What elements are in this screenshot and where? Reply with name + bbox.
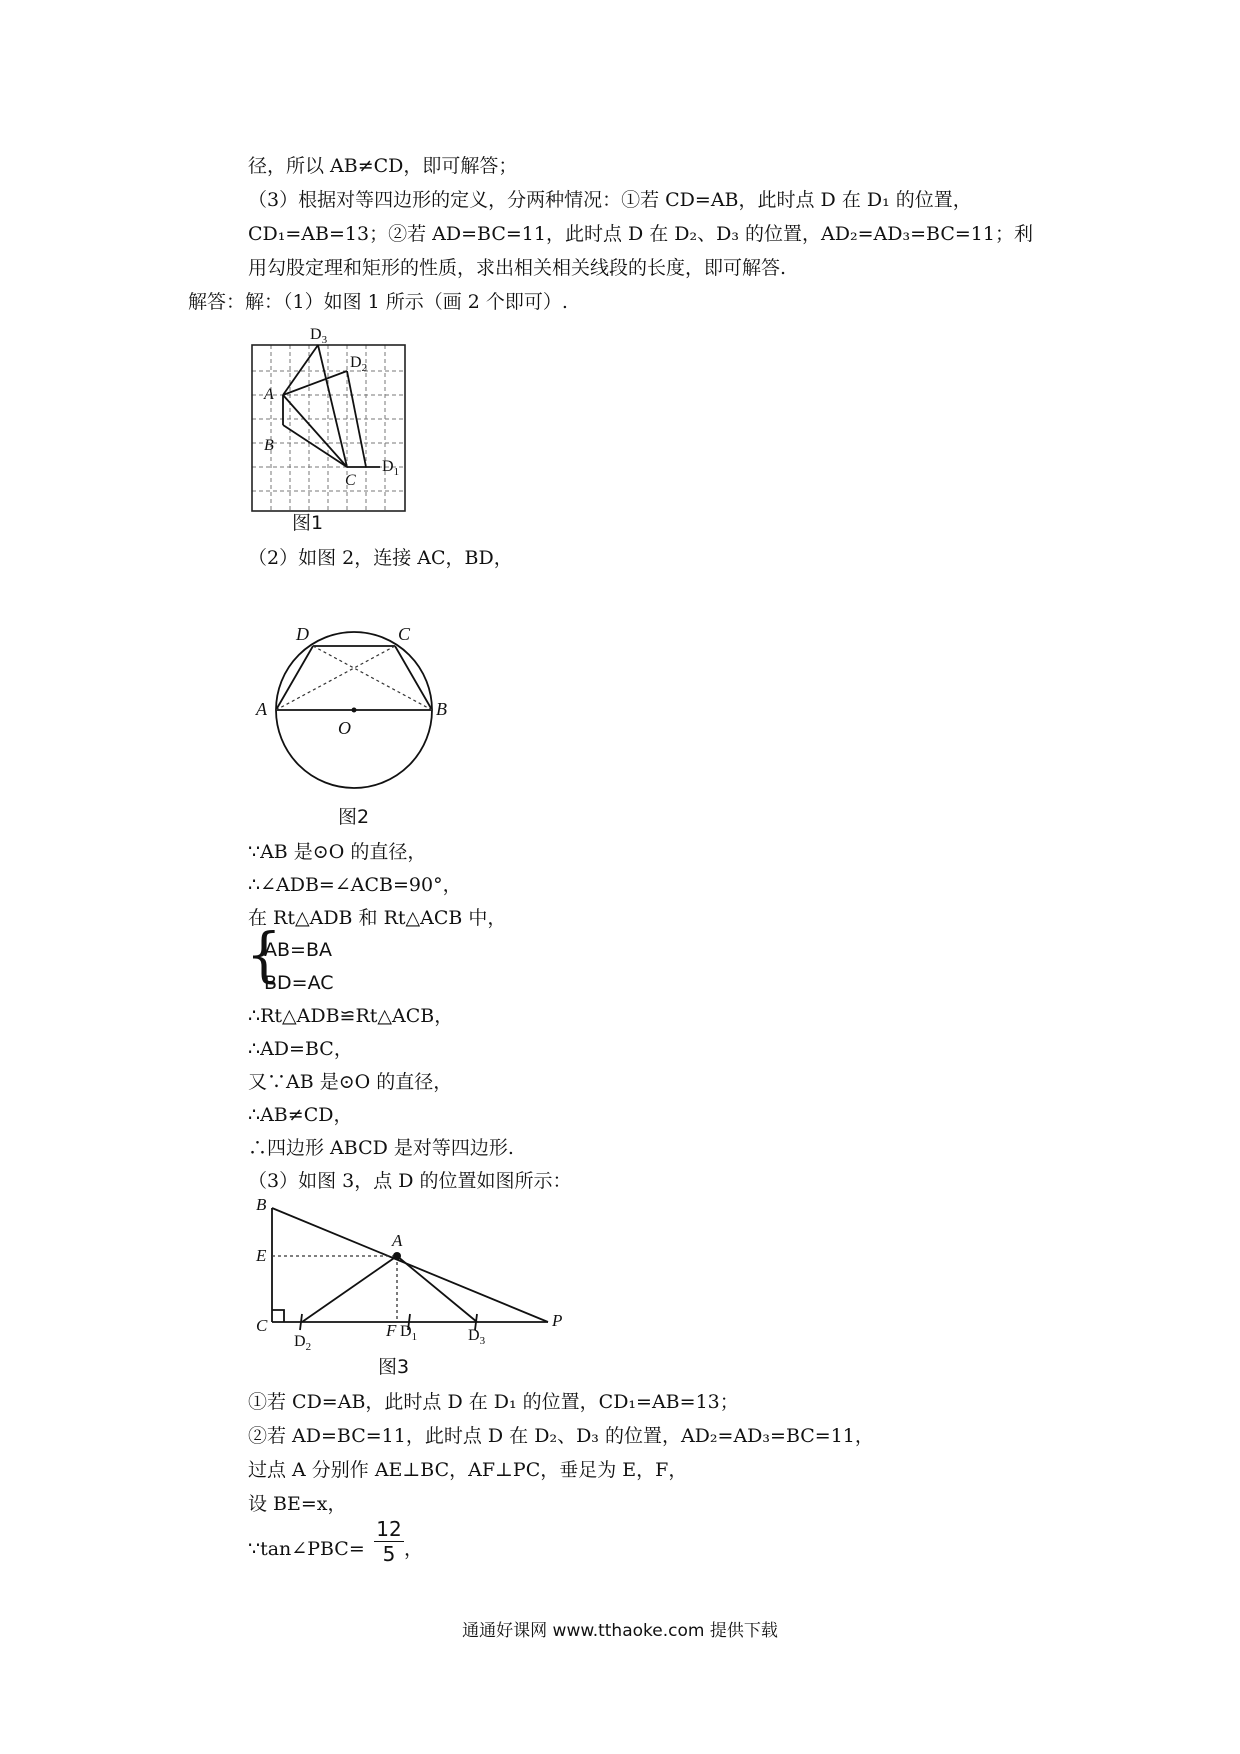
fig2-label-d: D (296, 624, 309, 644)
text-line-19: ②若 AD=BC=11，此时点 D 在 D₂、D₃ 的位置，AD₂=AD₃=BC=11， (248, 1425, 874, 1447)
text-line-1: 径，所以 AB≠CD，即可解答； (248, 155, 518, 177)
text-line-15: ∴AB≠CD， (248, 1104, 353, 1126)
fraction-numerator: 12 (376, 1517, 402, 1541)
fig3-label-p: P (552, 1311, 563, 1330)
text-line-3: CD₁=AB=13；②若 AD=BC=11，此时点 D 在 D₂、D₃ 的位置，AD₂=AD₃=BC=11；利 (248, 223, 1033, 245)
text-line-18: ①若 CD=AB，此时点 D 在 D₁ 的位置，CD₁=AB=13； (248, 1391, 739, 1413)
figure-3 (250, 1196, 580, 1356)
fig1-label-d1: $D_1$ (382, 458, 400, 478)
text-line-8: ∴∠ADB=∠ACB=90°， (248, 874, 462, 896)
fig3-label-d3: $D_3$ (468, 1327, 486, 1347)
figure-1 (240, 315, 430, 515)
fig3-label-e: E (256, 1246, 267, 1265)
text-line-22: ∵tan∠PBC= (248, 1538, 365, 1560)
text-line-20: 过点 A 分别作 AE⊥BC，AF⊥PC，垂足为 E，F， (248, 1459, 688, 1481)
fig1-label-b: B (264, 437, 274, 454)
fig1-label-d3: $D_3$ (310, 326, 328, 346)
figure-2-caption: 图2 (338, 806, 370, 828)
fraction-denominator: 5 (382, 1542, 396, 1566)
fraction (374, 1518, 404, 1565)
figure-2 (250, 620, 460, 820)
system-brace: { (246, 921, 282, 990)
footer-credit: 通通好课网 www.tthaoke.com 提供下载 (462, 1621, 778, 1641)
system-eq-1: AB=BA (264, 939, 332, 961)
fig1-label-a: A (264, 386, 274, 403)
fig1-label-c: C (345, 472, 356, 489)
fig3-label-f: F (386, 1321, 397, 1340)
text-line-13: ∴AD=BC， (248, 1038, 353, 1060)
fraction-tail: ， (404, 1538, 424, 1560)
fig2-label-b: B (436, 699, 447, 719)
fig2-label-a: A (256, 699, 267, 719)
text-line-2: （3）根据对等四边形的定义，分两种情况：①若 CD=AB，此时点 D 在 D₁ 的位置， (248, 189, 972, 211)
text-line-12: ∴Rt△ADB≌Rt△ACB， (248, 1005, 454, 1027)
text-line-21: 设 BE=x， (248, 1493, 347, 1515)
text-line-17: （3）如图 3，点 D 的位置如图所示： (248, 1170, 572, 1192)
fig3-label-d2: $D_2$ (294, 1333, 312, 1353)
figure-1-caption: 图1 (292, 512, 324, 534)
text-line-7: ∵AB 是⊙O 的直径， (248, 841, 427, 863)
fig2-label-c: C (398, 624, 411, 644)
text-line-16: ∴四边形 ABCD 是对等四边形. (248, 1137, 514, 1159)
fig3-label-a: A (392, 1231, 403, 1250)
text-line-4: 用勾股定理和矩形的性质，求出相关相关线段的长度，即可解答. (248, 257, 787, 279)
fig2-label-o: O (338, 718, 351, 738)
text-line-14: 又∵AB 是⊙O 的直径， (248, 1071, 453, 1093)
fig3-label-c: C (256, 1316, 268, 1335)
fig3-label-d1: $D_1$ (400, 1323, 418, 1343)
text-line-9: 在 Rt△ADB 和 Rt△ACB 中， (248, 907, 507, 929)
fig1-label-d2: $D_2$ (350, 354, 368, 374)
text-line-6: （2）如图 2，连接 AC，BD， (248, 547, 513, 569)
answer-heading: 解答：解：（1）如图 1 所示（画 2 个即可）. (188, 291, 568, 313)
fig3-label-b: B (256, 1196, 267, 1214)
figure-3-caption: 图3 (378, 1356, 410, 1378)
system-eq-2: BD=AC (264, 972, 334, 994)
